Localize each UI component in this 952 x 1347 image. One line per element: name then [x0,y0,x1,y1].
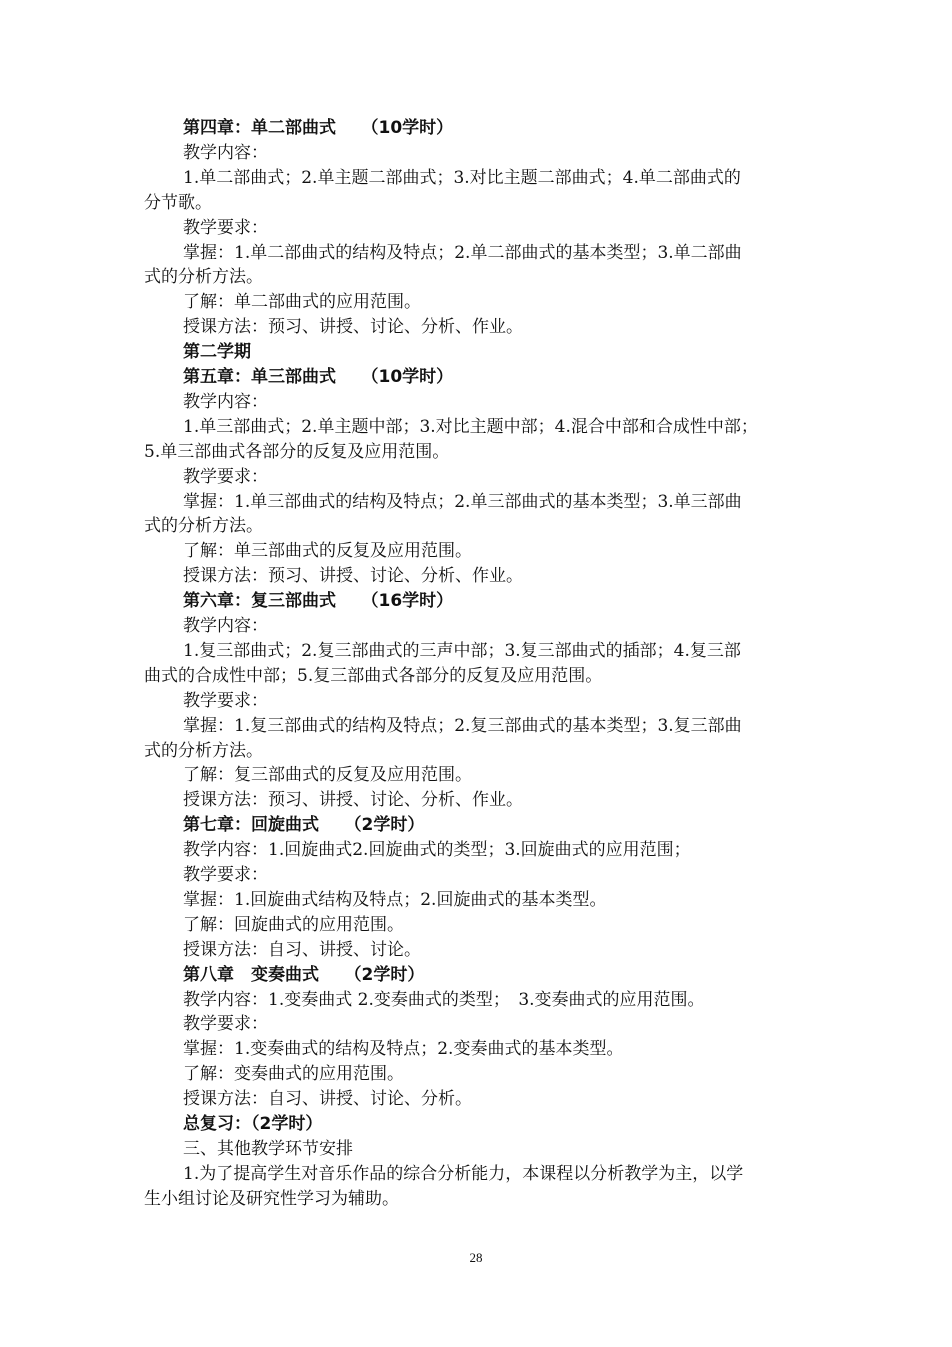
text-line: 教学内容： [183,616,268,636]
text-line: 曲式的合成性中部；5.复三部曲式各部分的反复及应用范围。 [144,665,603,686]
text-line: 授课方法：预习、讲授、讨论、分析、作业。 [183,790,523,811]
text-line: 式的分析方法。 [144,267,263,288]
section-heading: 总复习：（2学时） [183,1114,323,1134]
text-line: 式的分析方法。 [144,740,263,761]
text-line: 教学内容：1.回旋曲式2.回旋曲式的类型；3.回旋曲式的应用范围； [183,840,691,861]
text-line: 了解：变奏曲式的应用范围。 [183,1064,404,1085]
text-line: 教学要求： [183,865,268,885]
text-line: 1.单三部曲式；2.单主题中部；3.对比主题中部；4.混合中部和合成性中部； [183,416,758,437]
text-line: 掌握：1.单二部曲式的结构及特点；2.单二部曲式的基本类型；3.单二部曲 [183,242,742,263]
text-line: 1.为了提高学生对音乐作品的综合分析能力，本课程以分析教学为主，以学 [183,1163,744,1184]
text-line: 生小组讨论及研究性学习为辅助。 [144,1188,399,1209]
section-heading: 第五章：单三部曲式 （10学时） [183,367,454,387]
text-line: 教学要求： [183,690,268,711]
page-number: 28 [469,1250,483,1265]
section-heading: 第六章：复三部曲式 （16学时） [183,591,454,612]
text-line: 授课方法：预习、讲授、讨论、分析、作业。 [183,566,523,587]
text-line: 分节歌。 [144,192,212,213]
text-line: 了解：回旋曲式的应用范围。 [183,914,404,935]
text-line: 教学要求： [183,466,268,487]
text-line: 教学要求： [183,217,268,238]
section-heading: 第七章：回旋曲式 （2学时） [183,815,425,836]
text-line: 式的分析方法。 [144,516,263,537]
section-heading: 第八章 变奏曲式 （2学时） [183,964,425,985]
section-heading: 第二学期 [183,342,251,363]
text-line: 教学要求： [183,1014,268,1035]
text-line: 了解：复三部曲式的反复及应用范围。 [183,765,472,786]
text-line: 授课方法：预习、讲授、讨论、分析、作业。 [183,317,523,338]
text-line: 授课方法：自习、讲授、讨论。 [183,939,421,960]
text-line: 三、其他教学环节安排 [183,1138,353,1159]
text-line: 教学内容： [183,142,268,163]
text-line: 5.单三部曲式各部分的反复及应用范围。 [144,441,450,462]
text-line: 1.复三部曲式；2.复三部曲式的三声中部；3.复三部曲式的插部；4.复三部 [183,640,741,661]
text-line: 掌握：1.复三部曲式的结构及特点；2.复三部曲式的基本类型；3.复三部曲 [183,715,742,736]
section-heading: 第四章：单二部曲式 （10学时） [183,118,454,138]
text-line: 1.单二部曲式；2.单主题二部曲式；3.对比主题二部曲式；4.单二部曲式的 [183,167,741,188]
text-line: 了解：单二部曲式的应用范围。 [183,292,421,313]
text-line: 教学内容： [183,391,268,412]
text-line: 掌握：1.回旋曲式结构及特点；2.回旋曲式的基本类型。 [183,889,607,910]
text-line: 教学内容：1.变奏曲式 2.变奏曲式的类型； 3.变奏曲式的应用范围。 [183,989,705,1010]
text-line: 了解：单三部曲式的反复及应用范围。 [183,541,472,562]
text-line: 掌握：1.单三部曲式的结构及特点；2.单三部曲式的基本类型；3.单三部曲 [183,491,742,512]
text-line: 掌握：1.变奏曲式的结构及特点；2.变奏曲式的基本类型。 [183,1039,624,1060]
text-line: 授课方法：自习、讲授、讨论、分析。 [183,1089,472,1110]
